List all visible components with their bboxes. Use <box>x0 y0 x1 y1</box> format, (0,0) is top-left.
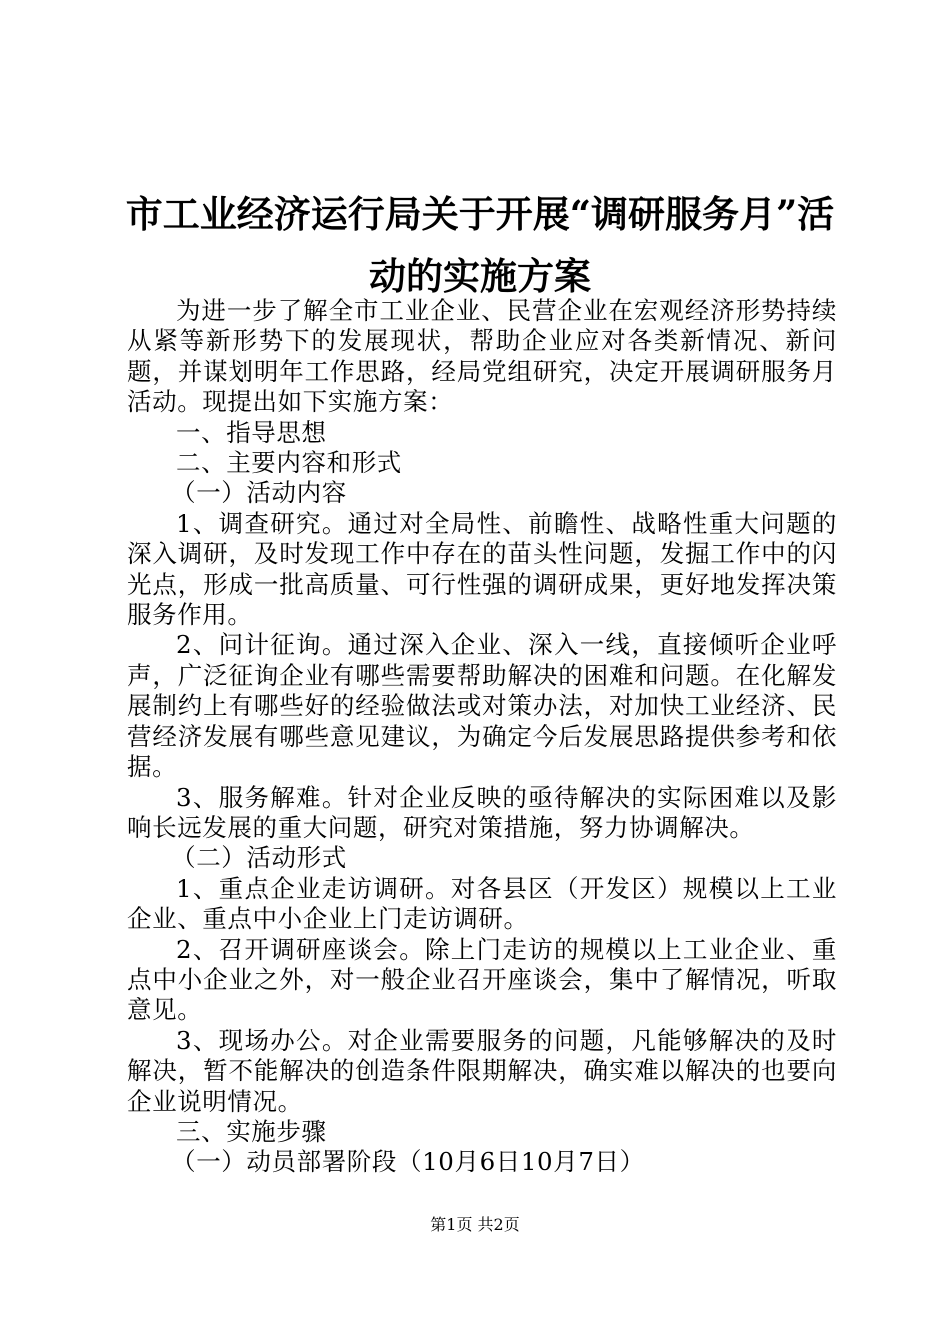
subsection-heading-mobilization-stage: （一）动员部署阶段（10月6日10月7日） <box>171 1147 645 1177</box>
paragraph-onsite-office: 3、现场办公。对企业需要服务的问题，凡能够解决的及时解决，暂不能解决的创造条件限期解决，确实难以解决的也要向企业说明情况。 <box>127 1025 837 1116</box>
paragraph-key-enterprise-visits: 1、重点企业走访调研。对各县区（开发区）规模以上工业企业、重点中小企业上门走访调研。 <box>127 873 837 934</box>
paragraph-service: 3、服务解难。针对企业反映的亟待解决的实际困难以及影响长远发展的重大问题，研究对策措施，努力协调解决。 <box>127 782 837 842</box>
section-heading-implementation-steps: 三、实施步骤 <box>176 1116 327 1146</box>
subsection-heading-activity-form: （二）活动形式 <box>171 843 347 873</box>
document-body <box>127 296 837 1178</box>
paragraph-consultation: 2、问计征询。通过深入企业、深入一线，直接倾听企业呼声，广泛征询企业有哪些需要帮助解决的困难和问题。在化解发展制约上有哪些好的经验做法或对策办法，对加快工业经济、民营经济发展有哪些意见建议，为确定今后发展思路提供参考和依据。 <box>127 630 837 782</box>
paragraph-investigation: 1、调查研究。通过对全局性、前瞻性、战略性重大问题的深入调研，及时发现工作中存在的苗头性问题，发掘工作中的闪光点，形成一批高质量、可行性强的调研成果，更好地发挥决策服务作用。 <box>127 508 837 630</box>
document-title: 市工业经济运行局关于开展“调研服务月”活动的实施方案 <box>125 192 835 298</box>
intro-paragraph: 为进一步了解全市工业企业、民营企业在宏观经济形势持续从紧等新形势下的发展现状，帮助企业应对各类新情况、新问题，并谋划明年工作思路，经局党组研究，决定开展调研服务月活动。现提出如下实施方案： <box>127 296 837 417</box>
subsection-heading-activity-content: （一）活动内容 <box>171 478 347 508</box>
page-footer: 第1页 共2页 <box>430 1215 520 1234</box>
section-heading-guiding-ideology: 一、指导思想 <box>176 417 327 447</box>
section-heading-main-content: 二、主要内容和形式 <box>176 448 402 478</box>
paragraph-symposium: 2、召开调研座谈会。除上门走访的规模以上工业企业、重点中小企业之外，对一般企业召开座谈会，集中了解情况，听取意见。 <box>127 934 837 1025</box>
